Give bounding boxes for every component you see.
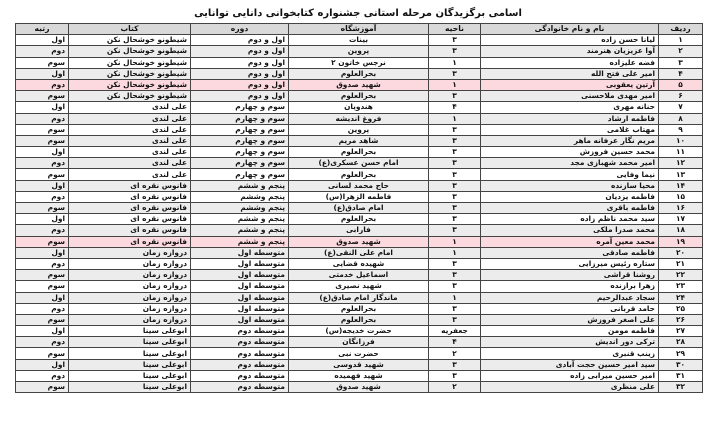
school-cell: هندویان xyxy=(289,102,429,113)
rank-cell: دوم xyxy=(16,337,69,348)
row-number-cell: ۲۹ xyxy=(659,348,703,359)
rank-cell: دوم xyxy=(16,79,69,90)
row-number-cell: ۹ xyxy=(659,124,703,135)
table-row xyxy=(16,46,703,57)
book-cell: علی لندی xyxy=(69,147,191,158)
student-name-cell: محمد حسین فروزش xyxy=(481,147,659,158)
student-name-cell: فاطمه یزدیان xyxy=(481,191,659,202)
row-number-cell: ۱۱ xyxy=(659,147,703,158)
table-row xyxy=(16,326,703,337)
student-name-cell: فضه علیزاده xyxy=(481,57,659,68)
school-cell: بحرالعلوم xyxy=(289,314,429,325)
table-row xyxy=(16,191,703,202)
book-cell: فانوس نقره ای xyxy=(69,203,191,214)
winners-table xyxy=(15,23,703,393)
table-row xyxy=(16,68,703,79)
student-name-cell: حنانه مهری xyxy=(481,102,659,113)
district-cell: ۳ xyxy=(429,258,481,269)
book-cell: ابوعلی سینا xyxy=(69,337,191,348)
district-cell: ۳ xyxy=(429,191,481,202)
book-cell: علی لندی xyxy=(69,158,191,169)
district-cell: جعفریه xyxy=(429,326,481,337)
district-cell: ۳ xyxy=(429,124,481,135)
school-cell: بحرالعلوم xyxy=(289,147,429,158)
table-row xyxy=(16,57,703,68)
grade-cell: سوم و چهارم xyxy=(191,147,289,158)
district-cell: ۳ xyxy=(429,303,481,314)
grade-cell: پنجم و ششم xyxy=(191,214,289,225)
book-cell: دروازه زمان xyxy=(69,258,191,269)
student-name-cell: آوا عزیزیان هنرمند xyxy=(481,46,659,57)
school-cell: بحرالعلوم xyxy=(289,68,429,79)
row-number-cell: ۲۸ xyxy=(659,337,703,348)
district-cell: ۳ xyxy=(429,314,481,325)
grade-cell: متوسطه دوم xyxy=(191,382,289,393)
book-cell: علی لندی xyxy=(69,113,191,124)
table-row xyxy=(16,337,703,348)
header-school: آموزشگاه xyxy=(289,24,429,35)
rank-cell: سوم xyxy=(16,135,69,146)
header-row-number: ردیف xyxy=(659,24,703,35)
row-number-cell: ۲۲ xyxy=(659,270,703,281)
school-cell: امام علی النقی(ع) xyxy=(289,247,429,258)
student-name-cell: محمد معین آمره xyxy=(481,236,659,247)
book-cell: ابوعلی سینا xyxy=(69,370,191,381)
rank-cell: سوم xyxy=(16,236,69,247)
student-name-cell: سید امیر حسین حجت آبادی xyxy=(481,359,659,370)
rank-cell: اول xyxy=(16,326,69,337)
district-cell: ۳ xyxy=(429,225,481,236)
row-number-cell: ۲۷ xyxy=(659,326,703,337)
district-cell: ۱ xyxy=(429,79,481,90)
row-number-cell: ۲۶ xyxy=(659,314,703,325)
table-row xyxy=(16,147,703,158)
district-cell: ۴ xyxy=(429,102,481,113)
district-cell: ۳ xyxy=(429,147,481,158)
book-cell: دروازه زمان xyxy=(69,281,191,292)
rank-cell: اول xyxy=(16,214,69,225)
student-name-cell: سجاد عبدالرحیم xyxy=(481,292,659,303)
header-name: نام و نام خانوادگی xyxy=(481,24,659,35)
school-cell: ماندگار امام صادق(ع) xyxy=(289,292,429,303)
rank-cell: دوم xyxy=(16,158,69,169)
district-cell: ۳ xyxy=(429,270,481,281)
table-row xyxy=(16,258,703,269)
school-cell: نرجس خاتون ۲ xyxy=(289,57,429,68)
table-row xyxy=(16,303,703,314)
book-cell: شیطونو خوشحال نکن xyxy=(69,35,191,46)
book-cell: دروازه زمان xyxy=(69,247,191,258)
student-name-cell: امیر علی فتح الله xyxy=(481,68,659,79)
table-row xyxy=(16,292,703,303)
school-cell: بحرالعلوم xyxy=(289,169,429,180)
row-number-cell: ۱۷ xyxy=(659,214,703,225)
table-row xyxy=(16,281,703,292)
student-name-cell: فاطمه مومن xyxy=(481,326,659,337)
school-cell: فارابی xyxy=(289,225,429,236)
school-cell: شهید صدوق xyxy=(289,79,429,90)
district-cell: ۱ xyxy=(429,247,481,258)
rank-cell: اول xyxy=(16,68,69,79)
school-cell: پروین xyxy=(289,46,429,57)
school-cell: فرزانگان xyxy=(289,337,429,348)
rank-cell: اول xyxy=(16,35,69,46)
table-row xyxy=(16,35,703,46)
rank-cell: دوم xyxy=(16,191,69,202)
rank-cell: دوم xyxy=(16,46,69,57)
student-name-cell: زینب قنبری xyxy=(481,348,659,359)
district-cell: ۳ xyxy=(429,135,481,146)
row-number-cell: ۱۵ xyxy=(659,191,703,202)
rank-cell: سوم xyxy=(16,314,69,325)
rank-cell: دوم xyxy=(16,370,69,381)
grade-cell: متوسطه اول xyxy=(191,247,289,258)
table-row xyxy=(16,270,703,281)
district-cell: ۲ xyxy=(429,382,481,393)
table-row xyxy=(16,314,703,325)
student-name-cell: حامد قربانی xyxy=(481,303,659,314)
table-row xyxy=(16,359,703,370)
student-name-cell: فاطمه صادقی xyxy=(481,247,659,258)
grade-cell: متوسطه اول xyxy=(191,258,289,269)
header-rank: رتبه xyxy=(16,24,69,35)
header-book: کتاب xyxy=(69,24,191,35)
district-cell: ۳ xyxy=(429,370,481,381)
table-row xyxy=(16,180,703,191)
book-cell: فانوس نقره ای xyxy=(69,225,191,236)
school-cell: بینات xyxy=(289,35,429,46)
row-number-cell: ۶ xyxy=(659,91,703,102)
grade-cell: متوسطه اول xyxy=(191,303,289,314)
district-cell: ۳ xyxy=(429,214,481,225)
table-row xyxy=(16,113,703,124)
book-cell: ابوعلی سینا xyxy=(69,348,191,359)
student-name-cell: فاطمه ارشاد xyxy=(481,113,659,124)
district-cell: ۱ xyxy=(429,57,481,68)
student-name-cell: علی منظری xyxy=(481,382,659,393)
table-row xyxy=(16,158,703,169)
school-cell: پروین xyxy=(289,124,429,135)
district-cell: ۱ xyxy=(429,113,481,124)
student-name-cell: امیر مهدی ملاحسنی xyxy=(481,91,659,102)
book-cell: شیطونو خوشحال نکن xyxy=(69,68,191,79)
rank-cell: اول xyxy=(16,247,69,258)
grade-cell: پنجم وششم xyxy=(191,203,289,214)
district-cell: ۲ xyxy=(429,348,481,359)
table-row xyxy=(16,135,703,146)
district-cell: ۴ xyxy=(429,337,481,348)
row-number-cell: ۳ xyxy=(659,57,703,68)
row-number-cell: ۲۴ xyxy=(659,292,703,303)
rank-cell: سوم xyxy=(16,124,69,135)
grade-cell: اول و دوم xyxy=(191,35,289,46)
district-cell: ۳ xyxy=(429,203,481,214)
district-cell: ۳ xyxy=(429,158,481,169)
school-cell: حضرت خدیجه(س) xyxy=(289,326,429,337)
rank-cell: اول xyxy=(16,359,69,370)
table-row xyxy=(16,370,703,381)
district-cell: ۳ xyxy=(429,91,481,102)
row-number-cell: ۳۲ xyxy=(659,382,703,393)
grade-cell: متوسطه اول xyxy=(191,292,289,303)
table-row xyxy=(16,382,703,393)
student-name-cell: نیما وفایی xyxy=(481,169,659,180)
district-cell: ۳ xyxy=(429,180,481,191)
book-cell: شیطونو خوشحال نکن xyxy=(69,57,191,68)
row-number-cell: ۵ xyxy=(659,79,703,90)
student-name-cell: زهرا برازنده xyxy=(481,281,659,292)
grade-cell: متوسطه دوم xyxy=(191,370,289,381)
rank-cell: اول xyxy=(16,147,69,158)
row-number-cell: ۷ xyxy=(659,102,703,113)
book-cell: دروازه زمان xyxy=(69,303,191,314)
grade-cell: اول و دوم xyxy=(191,46,289,57)
table-row xyxy=(16,214,703,225)
student-name-cell: آرتین یعقوبی xyxy=(481,79,659,90)
rank-cell: اول xyxy=(16,180,69,191)
book-cell: ابوعلی سینا xyxy=(69,326,191,337)
row-number-cell: ۲۱ xyxy=(659,258,703,269)
book-cell: شیطونو خوشحال نکن xyxy=(69,91,191,102)
student-name-cell: امیر محمد شهبازی مجد xyxy=(481,158,659,169)
row-number-cell: ۱۰ xyxy=(659,135,703,146)
book-cell: علی لندی xyxy=(69,124,191,135)
row-number-cell: ۱ xyxy=(659,35,703,46)
grade-cell: اول و دوم xyxy=(191,91,289,102)
book-cell: فانوس نقره ای xyxy=(69,191,191,202)
district-cell: ۱ xyxy=(429,292,481,303)
row-number-cell: ۱۸ xyxy=(659,225,703,236)
student-name-cell: ترکی دور اندیش xyxy=(481,337,659,348)
student-name-cell: امیر حسین میرابی زاده xyxy=(481,370,659,381)
table-row xyxy=(16,203,703,214)
book-cell: فانوس نقره ای xyxy=(69,236,191,247)
school-cell: فروغ اندیشه xyxy=(289,113,429,124)
grade-cell: پنجم و ششم xyxy=(191,225,289,236)
student-name-cell: روشنا قراشی xyxy=(481,270,659,281)
district-cell: ۳ xyxy=(429,35,481,46)
school-cell: شهید قدوسی xyxy=(289,359,429,370)
district-cell: ۱ xyxy=(429,236,481,247)
book-cell: دروازه زمان xyxy=(69,270,191,281)
book-cell: ابوعلی سینا xyxy=(69,382,191,393)
rank-cell: سوم xyxy=(16,270,69,281)
district-cell: ۳ xyxy=(429,68,481,79)
row-number-cell: ۲۳ xyxy=(659,281,703,292)
rank-cell: سوم xyxy=(16,203,69,214)
student-name-cell: فاطمه باقری xyxy=(481,203,659,214)
book-cell: شیطونو خوشحال نکن xyxy=(69,79,191,90)
school-cell: حاج محمد لسانی xyxy=(289,180,429,191)
rank-cell: اول xyxy=(16,292,69,303)
table-row xyxy=(16,91,703,102)
book-cell: فانوس نقره ای xyxy=(69,180,191,191)
grade-cell: متوسطه اول xyxy=(191,270,289,281)
grade-cell: پنجم و ششم xyxy=(191,236,289,247)
school-cell: امام حسن عسکری(ع) xyxy=(289,158,429,169)
book-cell: دروازه زمان xyxy=(69,292,191,303)
row-number-cell: ۲۰ xyxy=(659,247,703,258)
table-row xyxy=(16,236,703,247)
row-number-cell: ۲۵ xyxy=(659,303,703,314)
row-number-cell: ۱۲ xyxy=(659,158,703,169)
row-number-cell: ۱۹ xyxy=(659,236,703,247)
student-name-cell: مریم نگار عرفانه ماهر xyxy=(481,135,659,146)
grade-cell: اول و دوم xyxy=(191,57,289,68)
grade-cell: سوم و چهارم xyxy=(191,124,289,135)
table-row xyxy=(16,79,703,90)
rank-cell: دوم xyxy=(16,258,69,269)
book-cell: علی لندی xyxy=(69,102,191,113)
rank-cell: دوم xyxy=(16,225,69,236)
grade-cell: سوم و چهارم xyxy=(191,135,289,146)
row-number-cell: ۳۱ xyxy=(659,370,703,381)
school-cell: بحرالعلوم xyxy=(289,214,429,225)
district-cell: ۳ xyxy=(429,46,481,57)
book-cell: دروازه زمان xyxy=(69,314,191,325)
grade-cell: سوم و چهارم xyxy=(191,113,289,124)
student-name-cell: محیا سازنده xyxy=(481,180,659,191)
grade-cell: متوسطه دوم xyxy=(191,326,289,337)
school-cell: فاطمه الزهرا(س) xyxy=(289,191,429,202)
school-cell: شهید صدوق xyxy=(289,382,429,393)
student-name-cell: لیانا حسن زاده xyxy=(481,35,659,46)
grade-cell: متوسطه اول xyxy=(191,281,289,292)
school-cell: بحرالعلوم xyxy=(289,303,429,314)
grade-cell: اول و دوم xyxy=(191,79,289,90)
district-cell: ۳ xyxy=(429,169,481,180)
student-name-cell: مهتاب غلامی xyxy=(481,124,659,135)
student-name-cell: سید محمد ناظم زاده xyxy=(481,214,659,225)
rank-cell: اول xyxy=(16,102,69,113)
grade-cell: سوم و چهارم xyxy=(191,158,289,169)
row-number-cell: ۱۶ xyxy=(659,203,703,214)
book-cell: ابوعلی سینا xyxy=(69,359,191,370)
grade-cell: سوم و چهارم xyxy=(191,102,289,113)
school-cell: شهیده قضایی xyxy=(289,258,429,269)
student-name-cell: علی اصغر فروزش xyxy=(481,314,659,325)
rank-cell: سوم xyxy=(16,57,69,68)
grade-cell: متوسطه دوم xyxy=(191,359,289,370)
school-cell: شهید نصیری xyxy=(289,281,429,292)
table-row xyxy=(16,124,703,135)
student-name-cell: ستاره رئیس میرزایی xyxy=(481,258,659,269)
row-number-cell: ۸ xyxy=(659,113,703,124)
school-cell: شهید فهمیده xyxy=(289,370,429,381)
school-cell: شاهد مریم xyxy=(289,135,429,146)
table-row xyxy=(16,102,703,113)
header-grade: دوره xyxy=(191,24,289,35)
school-cell: امام صادق(ع) xyxy=(289,203,429,214)
rank-cell: سوم xyxy=(16,382,69,393)
document-title: اسامی برگزیدگان مرحله استانی جشنواره کتابخوانی دانایی توانایی xyxy=(194,8,522,19)
book-cell: علی لندی xyxy=(69,135,191,146)
district-cell: ۳ xyxy=(429,281,481,292)
table-row xyxy=(16,169,703,180)
school-cell: حضرت نبی xyxy=(289,348,429,359)
school-cell: شهید صدوق xyxy=(289,236,429,247)
header-district: ناحیه xyxy=(429,24,481,35)
rank-cell: سوم xyxy=(16,281,69,292)
grade-cell: متوسطه دوم xyxy=(191,337,289,348)
grade-cell: متوسطه دوم xyxy=(191,348,289,359)
rank-cell: سوم xyxy=(16,169,69,180)
row-number-cell: ۴ xyxy=(659,68,703,79)
table-header-row xyxy=(16,24,703,35)
grade-cell: سوم و چهارم xyxy=(191,169,289,180)
table-row xyxy=(16,225,703,236)
rank-cell: سوم xyxy=(16,91,69,102)
school-cell: اسماعیل خدمتی xyxy=(289,270,429,281)
district-cell: ۳ xyxy=(429,359,481,370)
school-cell: بحرالعلوم xyxy=(289,91,429,102)
book-cell: علی لندی xyxy=(69,169,191,180)
grade-cell: اول و دوم xyxy=(191,68,289,79)
rank-cell: سوم xyxy=(16,348,69,359)
grade-cell: پنجم و ششم xyxy=(191,180,289,191)
student-name-cell: محمد صدرا ملکی xyxy=(481,225,659,236)
row-number-cell: ۱۳ xyxy=(659,169,703,180)
row-number-cell: ۲ xyxy=(659,46,703,57)
grade-cell: متوسطه اول xyxy=(191,314,289,325)
grade-cell: پنجم وششم xyxy=(191,191,289,202)
book-cell: فانوس نقره ای xyxy=(69,214,191,225)
row-number-cell: ۱۴ xyxy=(659,180,703,191)
book-cell: شیطونو خوشحال نکن xyxy=(69,46,191,57)
table-row xyxy=(16,247,703,258)
row-number-cell: ۳۰ xyxy=(659,359,703,370)
rank-cell: دوم xyxy=(16,113,69,124)
rank-cell: دوم xyxy=(16,303,69,314)
table-row xyxy=(16,348,703,359)
